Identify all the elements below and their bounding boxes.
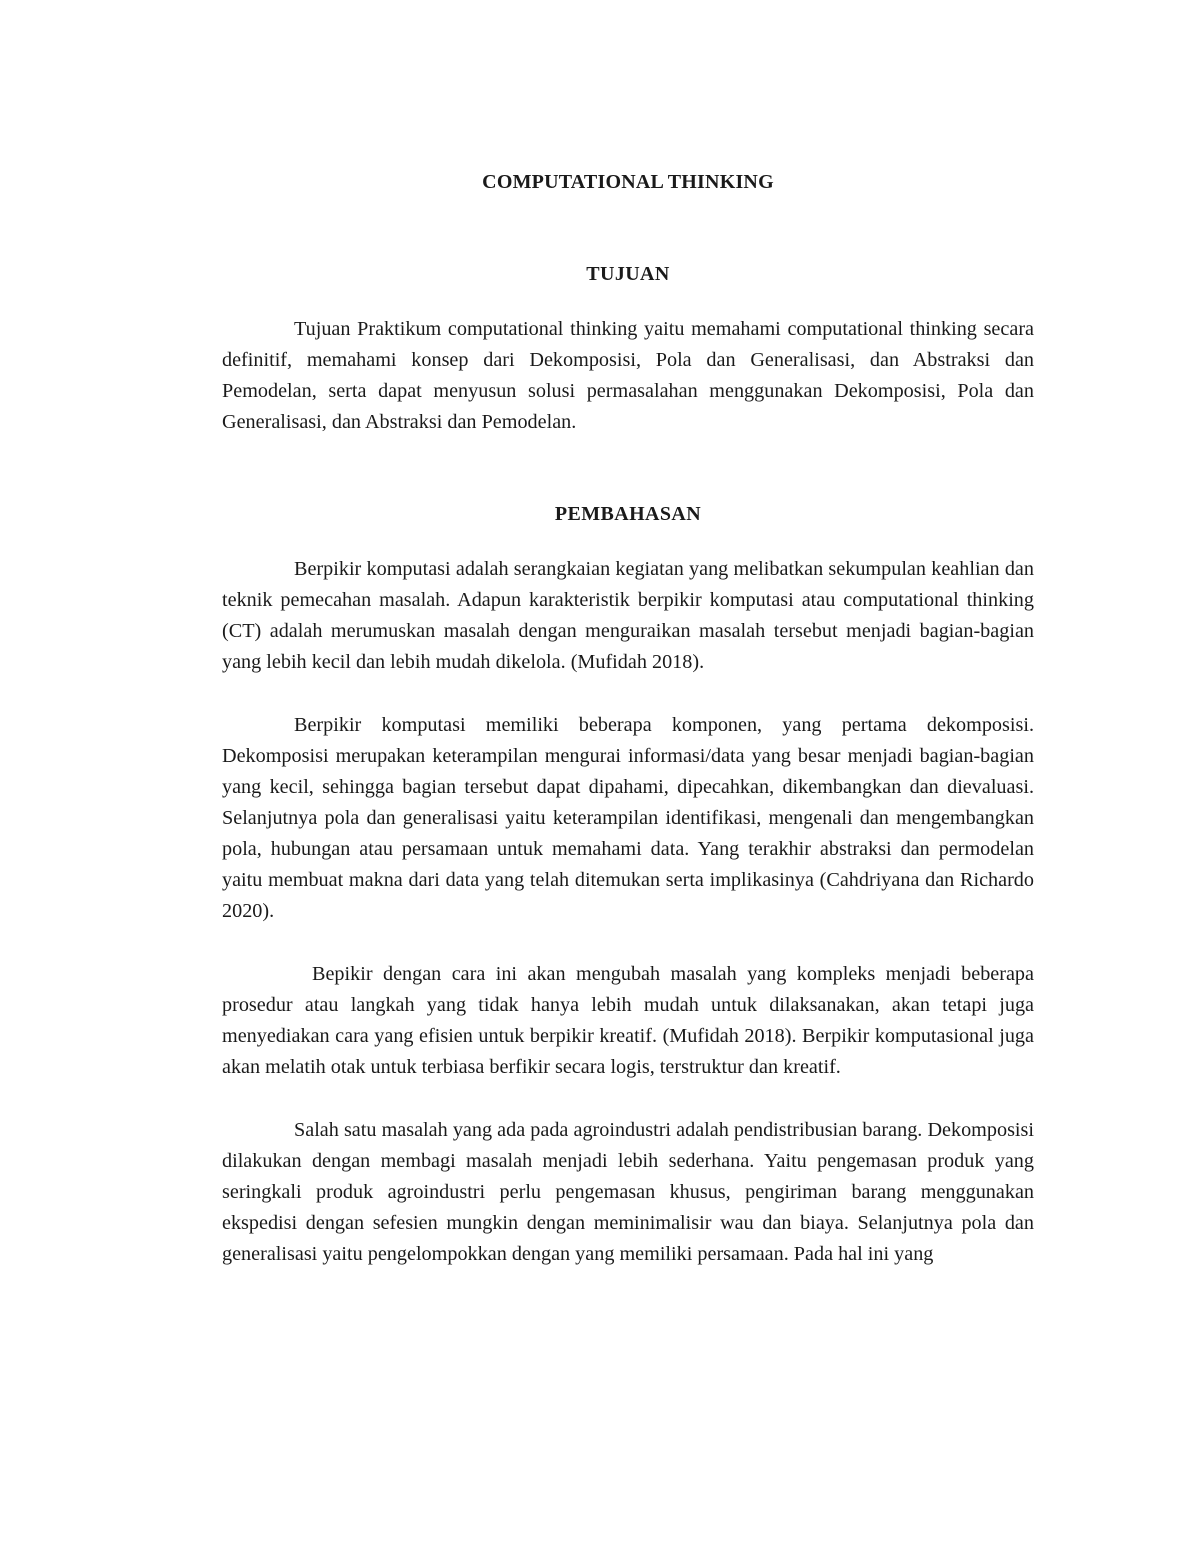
paragraph-pembahasan-4: Salah satu masalah yang ada pada agroindustri adalah pendistribusian barang. Dekomposisi dilakukan dengan membagi masalah menjadi lebih sederhana. Yaitu pengemasan produk yang seringkali produk agroindustri perlu pengemasan khusus, pengiriman barang menggunakan ekspedisi dengan sefesien mungkin dengan meminimalisir wau dan biaya. Selanjutnya pola dan generalisasi yaitu pengelompokkan dengan yang memiliki persamaan. Pada hal ini yang bbox=[222, 1119, 1034, 1265]
spacer bbox=[222, 678, 1034, 710]
paragraph-pembahasan-2: Berpikir komputasi memiliki beberapa komponen, yang pertama dekomposisi. Dekomposisi merupakan keterampilan mengurai informasi/data yang besar menjadi bagian-bagian yang kecil, sehingga bagian tersebut dapat dipahami, dipecahkan, dikembangkan dan dievaluasi. Selanjutnya pola dan generalisasi yaitu keterampilan identifikasi, mengenali dan mengembangkan pola, hubungan atau persamaan untuk memahami data. Yang terakhir abstraksi dan permodelan yaitu membuat makna dari data yang telah ditemukan serta implikasinya (Cahdriyana dan Richardo 2020). bbox=[222, 714, 1034, 922]
document-body bbox=[222, 168, 1034, 1270]
spacer bbox=[222, 438, 1034, 500]
paragraph-tujuan: Tujuan Praktikum computational thinking yaitu memahami computational thinking secara definitif, memahami konsep dari Dekomposisi, Pola dan Generalisasi, dan Abstraksi dan Pemodelan, serta dapat menyusun solusi permasalahan menggunakan Dekomposisi, Pola dan Generalisasi, dan Abstraksi dan Pemodelan. bbox=[222, 318, 1034, 433]
document-title: COMPUTATIONAL THINKING bbox=[482, 171, 774, 193]
spacer bbox=[222, 927, 1034, 959]
section-heading-pembahasan: PEMBAHASAN bbox=[554, 503, 702, 525]
paragraph-pembahasan-3: Bepikir dengan cara ini akan mengubah masalah yang kompleks menjadi beberapa prosedur atau langkah yang tidak hanya lebih mudah untuk dilaksanakan, akan tetapi juga menyediakan cara yang efisien untuk berpikir kreatif. (Mufidah 2018). Berpikir komputasional juga akan melatih otak untuk terbiasa berfikir secara logis, terstruktur dan kreatif. bbox=[222, 963, 1034, 1078]
spacer bbox=[222, 1083, 1034, 1115]
section-heading-tujuan: TUJUAN bbox=[586, 263, 670, 285]
paragraph-pembahasan-1: Berpikir komputasi adalah serangkaian kegiatan yang melibatkan sekumpulan keahlian dan teknik pemecahan masalah. Adapun karakteristik berpikir komputasi atau computational thinking (CT) adalah merumuskan masalah dengan menguraikan masalah tersebut menjadi bagian-bagian yang lebih kecil dan lebih mudah dikelola. (Mufidah 2018). bbox=[222, 558, 1034, 673]
